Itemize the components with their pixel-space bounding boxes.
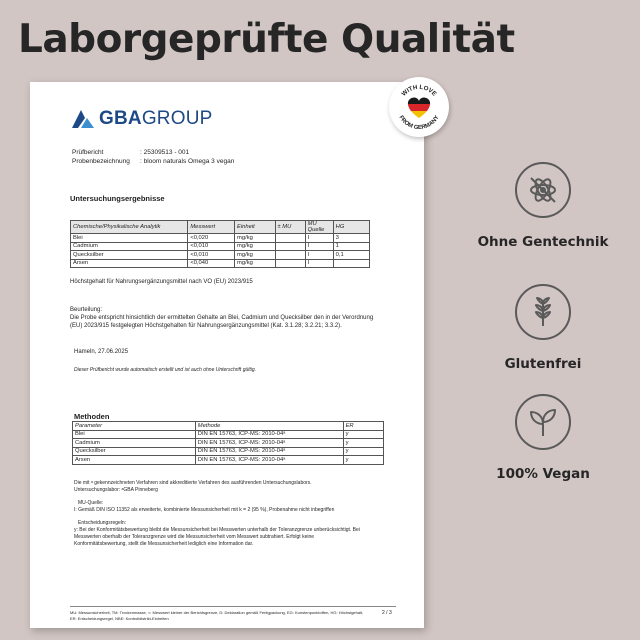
mu-line: I: Gemäß DIN ISO 11352 als erweiterte, kombinierte Messunsicherheit mit k = 2 (95 %), Probenahme nicht inbegriffen [74, 507, 335, 513]
dna-crossed-icon [515, 162, 571, 218]
table-row: Arsen DIN EN 15763, ICP-MS: 2010-04ᵃ y [73, 456, 384, 465]
results-header-row: Chemische/Physikalische Analytik Messwert Einheit ± MU MU Quelle HG [71, 221, 370, 234]
footer-line-1: MU: Messunsicherheit, TM: Trockenmasse, <: Messwert kleiner der Berichtsgrenze, D: Deklaration gemäß Fertigpackung, EG: Kunstenpunktoffen, HG: Höchstgehalt, [70, 610, 364, 615]
accreditation-line-1: Die mit ᵃ gekennzeichneten Verfahren sind akkreditierte Verfahren des ausführenden Untersuchungslabors. [74, 480, 312, 486]
feature-label: Glutenfrei [504, 356, 582, 372]
leaf-icon [515, 394, 571, 450]
hg-note: Höchstgehalt für Nahrungsergänzungsmittel nach VO (EU) 2023/915 [70, 279, 253, 285]
feature-label: 100% Vegan [496, 466, 590, 482]
decision-line-3: Konformitätsbewertung, stellt die Messunsicherheit lediglich eine Information dar. [74, 541, 254, 547]
table-row: Cadmium <0,010 mg/kg I 1 [71, 242, 370, 251]
lab-report-document [30, 82, 424, 628]
results-title: Untersuchungsergebnisse [70, 194, 165, 203]
assessment-title: Beurteilung: [70, 307, 103, 313]
decision-title: Entscheidungsregeln: [78, 520, 127, 526]
wheat-icon [515, 284, 571, 340]
accreditation-line-2: Untersuchungslabor: ᵃGBA Pinneberg [74, 487, 158, 493]
assessment-line-1: Die Probe entspricht hinsichtlich der ermittelten Gehalte an Blei, Cadmium und Quecksilber den in der Verordnung [70, 315, 374, 321]
feature-label: Ohne Gentechnik [477, 234, 609, 250]
results-table [70, 220, 370, 268]
table-row: Arsen <0,040 mg/kg I [71, 259, 370, 268]
table-row: Cadmium DIN EN 15763, ICP-MS: 2010-04ᵃ y [73, 439, 384, 448]
table-row: Quecksilber DIN EN 15763, ICP-MS: 2010-04ᵃ y [73, 447, 384, 456]
feature-vegan [468, 394, 618, 482]
methods-table [72, 421, 384, 465]
made-in-germany-seal [389, 77, 449, 137]
assessment-line-2: (EU) 2023/915 festgelegten Höchstgehalten für Nahrungsergänzungsmittel (Kat. 3.1.28; 3.2.21; 3.3.2). [70, 323, 342, 329]
logo-text: GBAGROUP [99, 108, 213, 129]
table-row: Blei DIN EN 15763, ICP-MS: 2010-04ᵃ y [73, 430, 384, 439]
feature-no-gmo [468, 162, 618, 250]
seal-top-text: WITH LOVE [400, 83, 438, 98]
page-number: 2 / 3 [382, 610, 392, 616]
decision-line-1: y: Bei der Konformitätsbewertung bleibt die Messunsicherheit bei Messwerten unterhalb der Toleranzgrenze unberücksichtigt. Bei [74, 527, 360, 533]
footer-line-2: ER: Entscheidungsregel, NBE: Kontrolldistrikt-Einheiten [70, 616, 169, 621]
methods-title: Methoden [74, 412, 110, 421]
methods-header-row: Parameter Methode ER [73, 422, 384, 431]
headline: Laborgeprüfte Qualität [18, 17, 515, 62]
report-meta: Prüfbericht : 25309513 - 001 Probenbezeichnung : bloom naturals Omega 3 vegan [72, 149, 235, 165]
gba-logo-icon [72, 110, 94, 128]
gba-group-logo [72, 108, 213, 130]
auto-generated-note: Dieser Prüfbericht wurde automatisch erstellt und ist auch ohne Unterschrift gültig. [74, 367, 257, 373]
german-flag-heart-icon [404, 96, 434, 119]
place-date: Hameln, 27.06.2025 [74, 349, 129, 355]
table-row: Quecksilber <0,010 mg/kg I 0,1 [71, 251, 370, 260]
decision-line-2: Messwerten oberhalb der Toleranzgrenze wird die Messunsicherheit vom Messwert subtrahiert. Erfolgt keine [74, 534, 315, 540]
svg-text:WITH LOVE [400, 84, 437, 98]
footer-divider [70, 606, 396, 607]
mu-title: MU-Quelle: [78, 500, 104, 506]
feature-gluten-free [468, 284, 618, 372]
table-row: Blei <0,020 mg/kg I 3 [71, 234, 370, 243]
seal-bottom-text: FROM GERMANY [397, 114, 441, 132]
